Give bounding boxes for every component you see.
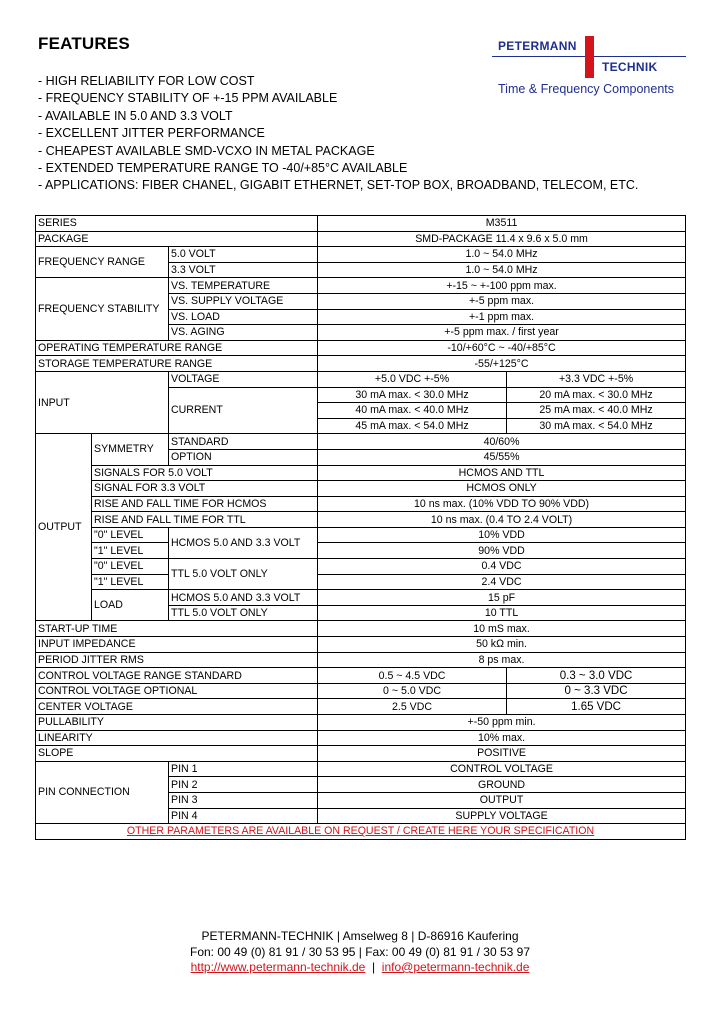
spec-value: GROUND xyxy=(318,777,686,793)
spec-value: CONTROL VOLTAGE xyxy=(318,761,686,777)
spec-label: CENTER VOLTAGE xyxy=(36,699,318,715)
spec-sublabel: VS. AGING xyxy=(169,325,318,341)
spec-sublabel: VS. SUPPLY VOLTAGE xyxy=(169,293,318,309)
spec-value: 1.0 ~ 54.0 MHz xyxy=(318,247,686,263)
table-row xyxy=(36,574,686,590)
feature-list xyxy=(38,73,638,195)
spec-label: PIN CONNECTION xyxy=(36,761,169,823)
feature-item: - EXCELLENT JITTER PERFORMANCE xyxy=(38,126,265,141)
spec-label: INPUT xyxy=(36,371,169,433)
footer-links xyxy=(0,959,720,975)
table-row xyxy=(36,231,686,247)
spec-value: 0 ~ 3.3 VDC xyxy=(507,683,686,699)
spec-value: 2.4 VDC xyxy=(318,574,686,590)
spec-sublabel: VOLTAGE xyxy=(169,371,318,387)
spec-sublabel: RISE AND FALL TIME FOR TTL xyxy=(92,512,318,528)
spec-value: POSITIVE xyxy=(318,746,686,762)
spec-value: 1.0 ~ 54.0 MHz xyxy=(318,262,686,278)
table-row xyxy=(36,216,686,232)
spec-value: 45 mA max. < 54.0 MHz xyxy=(318,418,507,434)
spec-label: CONTROL VOLTAGE RANGE STANDARD xyxy=(36,668,318,684)
email-link[interactable]: info@petermann-technik.de xyxy=(381,960,530,974)
table-row xyxy=(36,356,686,372)
spec-value: 40 mA max. < 40.0 MHz xyxy=(318,403,507,419)
spec-label: OPERATING TEMPERATURE RANGE xyxy=(36,340,318,356)
spec-label: STORAGE TEMPERATURE RANGE xyxy=(36,356,318,372)
spec-sublabel: CURRENT xyxy=(169,387,318,434)
table-row xyxy=(36,683,686,699)
spec-value: SUPPLY VOLTAGE xyxy=(318,808,686,824)
spec-sublabel: PIN 2 xyxy=(169,777,318,793)
footer-address: PETERMANN-TECHNIK | Amselweg 8 | D-86916 Kaufering xyxy=(201,929,519,943)
spec-sublabel: "1" LEVEL xyxy=(92,574,169,590)
spec-value: -55/+125°C xyxy=(318,356,686,372)
logo-red-bar xyxy=(585,36,594,78)
spec-label: START-UP TIME xyxy=(36,621,318,637)
feature-item: - AVAILABLE IN 5.0 AND 3.3 VOLT xyxy=(38,108,233,123)
spec-sublabel: TTL 5.0 VOLT ONLY xyxy=(169,559,318,590)
spec-value: M3511 xyxy=(318,216,686,232)
table-row xyxy=(36,512,686,528)
table-row xyxy=(36,527,686,543)
spec-value: 2.5 VDC xyxy=(318,699,507,715)
table-row xyxy=(36,247,686,263)
spec-value: 50 kΩ min. xyxy=(318,637,686,653)
spec-value: 10 mS max. xyxy=(318,621,686,637)
spec-value: 40/60% xyxy=(318,434,686,450)
table-row xyxy=(36,668,686,684)
spec-sublabel: "1" LEVEL xyxy=(92,543,169,559)
spec-value: +5.0 VDC +-5% xyxy=(318,371,507,387)
table-row xyxy=(36,699,686,715)
spec-sublabel: "0" LEVEL xyxy=(92,559,169,575)
spec-value: 45/55% xyxy=(318,449,686,465)
website-link[interactable]: http://www.petermann-technik.de xyxy=(190,960,366,974)
footer-phone: Fon: 00 49 (0) 81 91 / 30 53 95 | Fax: 00 49 (0) 81 91 / 30 53 97 xyxy=(189,945,530,959)
spec-sublabel: SIGNAL FOR 3.3 VOLT xyxy=(92,481,318,497)
spec-sublabel: PIN 1 xyxy=(169,761,318,777)
spec-sublabel: RISE AND FALL TIME FOR HCMOS xyxy=(92,496,318,512)
spec-value: +-50 ppm min. xyxy=(318,715,686,731)
spec-sublabel: 5.0 VOLT xyxy=(169,247,318,263)
spec-value: +-1 ppm max. xyxy=(318,309,686,325)
spec-value: HCMOS AND TTL xyxy=(318,465,686,481)
feature-item: - HIGH RELIABILITY FOR LOW COST xyxy=(38,74,255,88)
spec-label: PERIOD JITTER RMS xyxy=(36,652,318,668)
table-row xyxy=(36,340,686,356)
spec-label: PULLABILITY xyxy=(36,715,318,731)
spec-sublabel: "0" LEVEL xyxy=(92,527,169,543)
table-row xyxy=(36,434,686,450)
logo-name-part2: TECHNIK xyxy=(602,60,658,74)
spec-value: 25 mA max. < 40.0 MHz xyxy=(507,403,686,419)
spec-label: FREQUENCY RANGE xyxy=(36,247,169,278)
table-row xyxy=(36,559,686,575)
spec-value: 10 TTL xyxy=(318,605,686,621)
spec-value: 15 pF xyxy=(318,590,686,606)
spec-label: LINEARITY xyxy=(36,730,318,746)
spec-value: 90% VDD xyxy=(318,543,686,559)
spec-sublabel: PIN 3 xyxy=(169,792,318,808)
spec-label: PACKAGE xyxy=(36,231,318,247)
spec-value: 0.4 VDC xyxy=(318,559,686,575)
table-row xyxy=(36,590,686,606)
logo-tagline: Time & Frequency Components xyxy=(498,82,675,96)
spec-value: +-5 ppm max. xyxy=(318,293,686,309)
spec-label: OUTPUT xyxy=(36,434,92,621)
spec-value: HCMOS ONLY xyxy=(318,481,686,497)
spec-label: INPUT IMPEDANCE xyxy=(36,637,318,653)
spec-sublabel: SYMMETRY xyxy=(92,434,169,465)
table-row xyxy=(36,715,686,731)
request-link[interactable]: OTHER PARAMETERS ARE AVAILABLE ON REQUEST / CREATE HERE YOUR SPECIFICATION xyxy=(36,824,686,840)
spec-value: 0.3 ~ 3.0 VDC xyxy=(507,668,686,684)
spec-label: CONTROL VOLTAGE OPTIONAL xyxy=(36,683,318,699)
feature-item: - FREQUENCY STABILITY OF +-15 PPM AVAILABLE xyxy=(38,91,338,106)
table-row xyxy=(36,481,686,497)
spec-value: -10/+60°C ~ -40/+85°C xyxy=(318,340,686,356)
spec-value: 10 ns max. (0.4 TO 2.4 VOLT) xyxy=(318,512,686,528)
spec-sublabel: VS. LOAD xyxy=(169,309,318,325)
spec-sublabel: HCMOS 5.0 AND 3.3 VOLT xyxy=(169,590,318,606)
feature-item: - APPLICATIONS: FIBER CHANEL, GIGABIT ETHERNET, SET-TOP BOX, BROADBAND, TELECOM, ETC. xyxy=(38,178,639,193)
spec-sublabel: HCMOS 5.0 AND 3.3 VOLT xyxy=(169,527,318,558)
spec-sublabel: LOAD xyxy=(92,590,169,621)
table-row xyxy=(36,621,686,637)
logo-name-part1: PETERMANN xyxy=(498,39,577,53)
spec-value: 8 ps max. xyxy=(318,652,686,668)
page-title: FEATURES xyxy=(38,34,130,53)
spec-value: SMD-PACKAGE 11.4 x 9.6 x 5.0 mm xyxy=(318,231,686,247)
spec-value: +-5 ppm max. / first year xyxy=(318,325,686,341)
spec-value: 1.65 VDC xyxy=(507,699,686,715)
spec-value: 0.5 ~ 4.5 VDC xyxy=(318,668,507,684)
table-row xyxy=(36,730,686,746)
spec-sublabel: SIGNALS FOR 5.0 VOLT xyxy=(92,465,318,481)
spec-sublabel: PIN 4 xyxy=(169,808,318,824)
spec-value: 30 mA max. < 54.0 MHz xyxy=(507,418,686,434)
spec-value: 0 ~ 5.0 VDC xyxy=(318,683,507,699)
table-row xyxy=(36,496,686,512)
spec-sublabel: VS. TEMPERATURE xyxy=(169,278,318,294)
spec-table xyxy=(35,215,686,840)
table-row xyxy=(36,371,686,387)
spec-sublabel: STANDARD xyxy=(169,434,318,450)
table-row xyxy=(36,278,686,294)
spec-sublabel: 3.3 VOLT xyxy=(169,262,318,278)
spec-value: 10% max. xyxy=(318,730,686,746)
table-row xyxy=(36,637,686,653)
table-row xyxy=(36,746,686,762)
table-row xyxy=(36,824,686,840)
spec-label: SERIES xyxy=(36,216,318,232)
footer-separator: | xyxy=(365,960,382,974)
table-row xyxy=(36,465,686,481)
table-row xyxy=(36,543,686,559)
spec-value: +3.3 VDC +-5% xyxy=(507,371,686,387)
spec-sublabel: OPTION xyxy=(169,449,318,465)
spec-label: FREQUENCY STABILITY xyxy=(36,278,169,340)
table-row xyxy=(36,652,686,668)
spec-sublabel: TTL 5.0 VOLT ONLY xyxy=(169,605,318,621)
spec-value: +-15 ~ +-100 ppm max. xyxy=(318,278,686,294)
spec-label: SLOPE xyxy=(36,746,318,762)
spec-value: 10% VDD xyxy=(318,527,686,543)
spec-value: 10 ns max. (10% VDD TO 90% VDD) xyxy=(318,496,686,512)
spec-value: 30 mA max. < 30.0 MHz xyxy=(318,387,507,403)
feature-item: - EXTENDED TEMPERATURE RANGE TO -40/+85°C AVAILABLE xyxy=(38,161,408,176)
table-row xyxy=(36,761,686,777)
feature-item: - CHEAPEST AVAILABLE SMD-VCXO IN METAL PACKAGE xyxy=(38,143,375,158)
spec-value: OUTPUT xyxy=(318,792,686,808)
spec-value: 20 mA max. < 30.0 MHz xyxy=(507,387,686,403)
